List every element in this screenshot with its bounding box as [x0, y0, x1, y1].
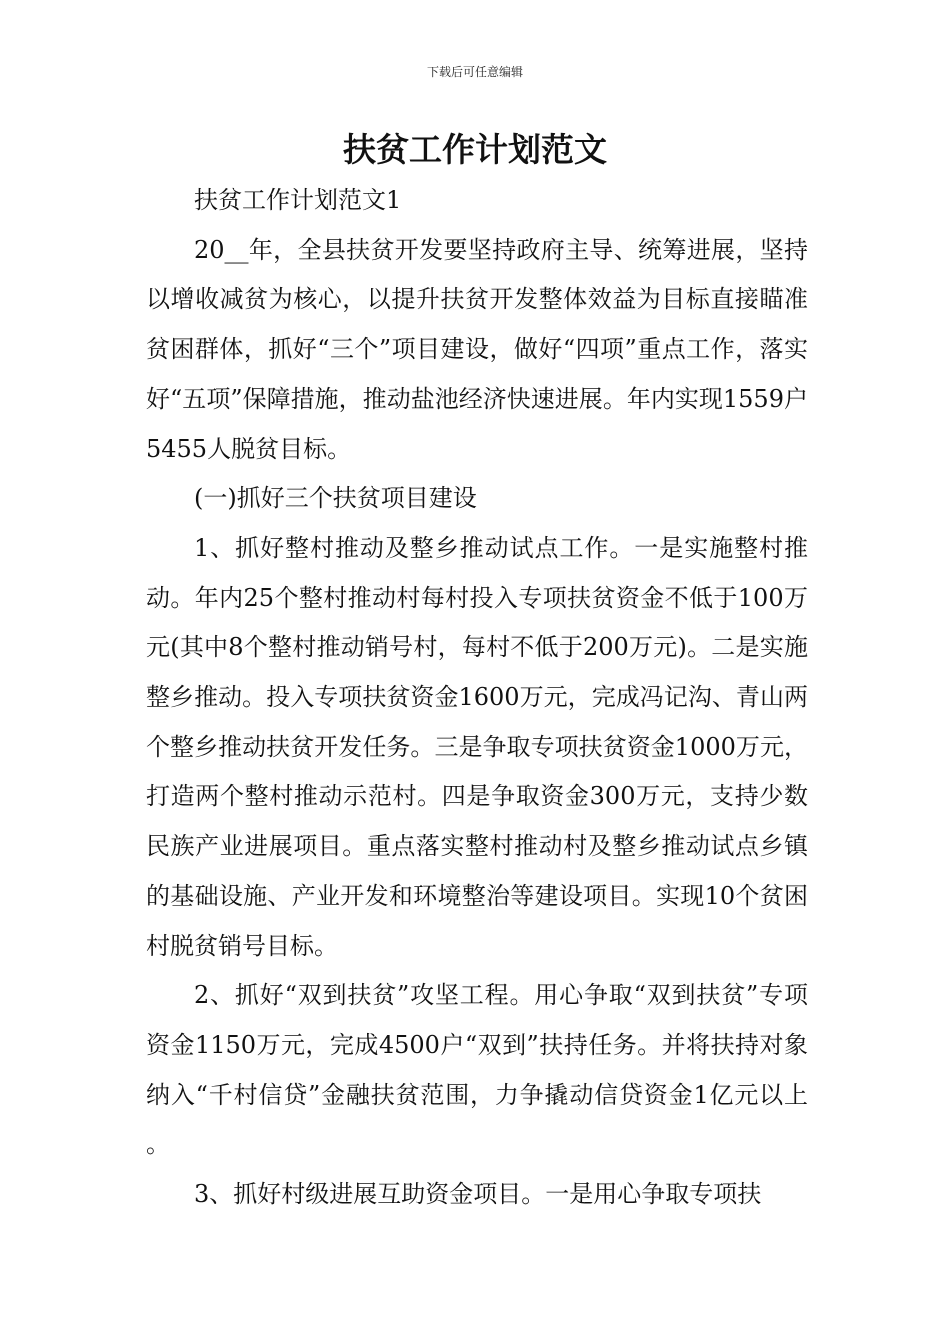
page-header-note: 下载后可任意编辑 — [426, 65, 523, 79]
section-heading: 扶贫工作计划范文1 — [194, 186, 402, 214]
paragraph: 20__年，全县扶贫开发要坚持政府主导、统筹进展，坚持以增收减贫为核心，以提升扶贫开发整体效益为目标直接瞄准贫困群体，抓好“三个”项目建设，做好“四项”重点工作，落实好“五项”保障措施，推动盐池经济快速进展。年内实现1559户5455人脱贫目标。 — [146, 235, 808, 463]
subsection-heading: (一)抓好三个扶贫项目建设 — [194, 484, 477, 513]
document-title: 扶贫工作计划范文 — [343, 130, 607, 169]
paragraph: 2、抓好“双到扶贫”攻坚工程。用心争取“双到扶贫”专项资金1150万元，完成4500户“双到”扶持任务。并将扶持对象纳入“千村信贷”金融扶贫范围，力争撬动信贷资金1亿元以上。 — [146, 981, 808, 1159]
paragraph: 3、抓好村级进展互助资金项目。一是用心争取专项扶 — [194, 1180, 762, 1209]
document-body — [146, 176, 808, 1220]
paragraph: 1、抓好整村推动及整乡推动试点工作。一是实施整村推动。年内25个整村推动村每村投入专项扶贫资金不低于100万元(其中8个整村推动销号村，每村不低于200万元)。二是实施整乡推动。投入专项扶贫资金1600万元，完成冯记沟、青山两个整乡推动扶贫开发任务。三是争取专项扶贫资金1000万元，打造两个整村推动示范村。四是争取资金300万元，支持少数民族产业进展项目。重点落实整村推动村及整乡推动试点乡镇的基础设施、产业开发和环境整治等建设项目。实现10个贫困村脱贫销号目标。 — [146, 533, 808, 960]
